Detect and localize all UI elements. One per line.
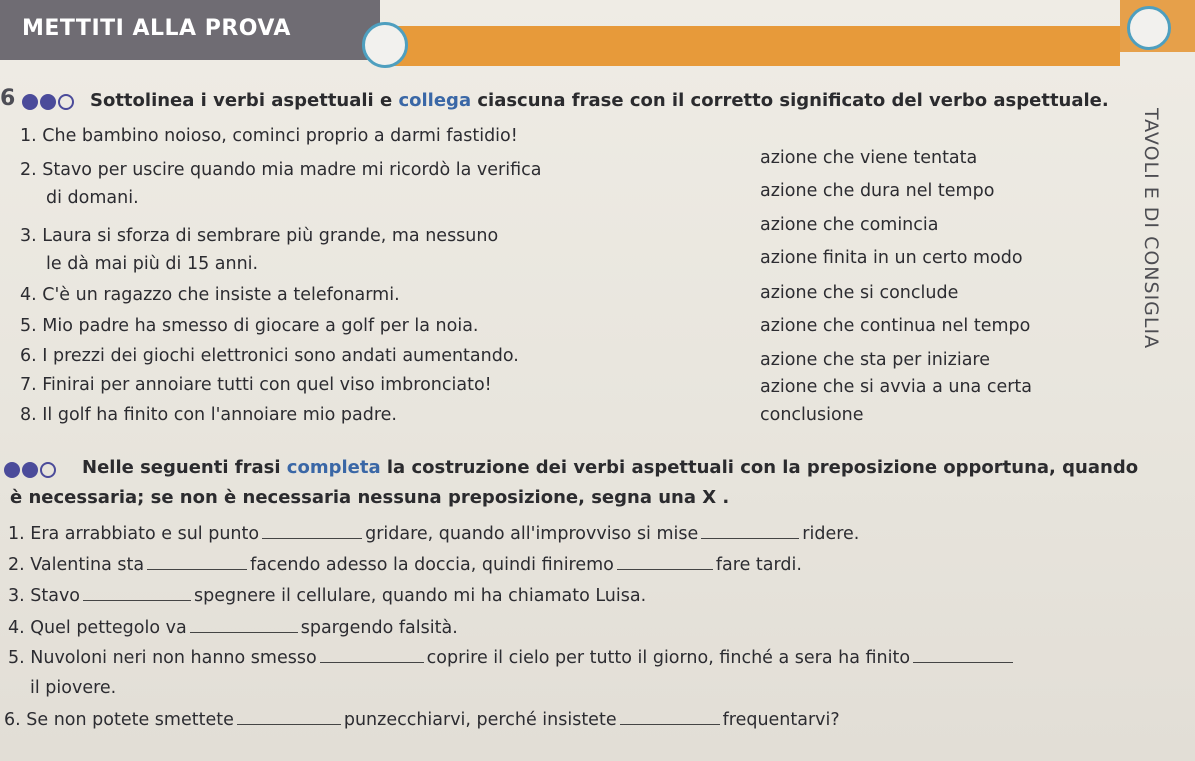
instruction-text: la costruzione dei verbi aspettuali con la preposizione opportuna, quando <box>380 457 1139 478</box>
instruction-highlight: collega <box>398 90 472 111</box>
answer-blank[interactable] <box>620 723 720 725</box>
fill-text: spargendo falsità. <box>300 618 458 638</box>
meaning-4: azione finita in un certo modo <box>760 248 1023 268</box>
sentence-1: 1. Che bambino noioso, cominci proprio a darmi fastidio! <box>20 126 518 146</box>
meaning-6: azione che continua nel tempo <box>760 316 1031 336</box>
fill-item-6 <box>4 710 840 730</box>
fill-item-4 <box>8 618 458 638</box>
instruction-text: ciascuna frase con il corretto significato del verbo aspettuale. <box>471 90 1109 111</box>
fill-text: frequentarvi? <box>722 710 840 730</box>
fill-text: fare tardi. <box>715 555 802 575</box>
answer-blank[interactable] <box>701 537 799 539</box>
instruction-highlight: completa <box>286 457 381 478</box>
section-title: METTITI ALLA PROVA <box>22 16 291 41</box>
fill-text: ridere. <box>802 524 860 544</box>
answer-blank[interactable] <box>147 568 247 570</box>
meaning-5: azione che si conclude <box>760 283 959 303</box>
sentence-4: 4. C'è un ragazzo che insiste a telefonarmi. <box>20 285 400 305</box>
exercise2-instruction <box>82 457 1138 478</box>
meaning-7: azione che sta per iniziare <box>760 350 991 370</box>
sentence-3: 3. Laura si sforza di sembrare più grande, ma nessuno <box>20 226 499 246</box>
fill-item-5 <box>8 648 1016 668</box>
fill-text: 2. Valentina sta <box>8 555 145 575</box>
exercise-number: 6 <box>0 86 16 111</box>
difficulty-dots <box>22 94 74 110</box>
sentence-3-cont: le dà mai più di 15 anni. <box>46 254 259 274</box>
meaning-3: azione che comincia <box>760 215 939 235</box>
sentence-7: 7. Finirai per annoiare tutti con quel viso imbronciato! <box>20 375 492 395</box>
fill-text: punzecchiarvi, perché insistete <box>343 710 617 730</box>
exercise2-instruction-line2: è necessaria; se non è necessaria nessuna preposizione, segna una X . <box>10 487 730 508</box>
side-vertical-label: TAVOLI E DI CONSIGLIA <box>1140 108 1162 350</box>
answer-blank[interactable] <box>190 631 298 633</box>
answer-blank[interactable] <box>617 568 713 570</box>
sentence-2-cont: di domani. <box>46 188 139 208</box>
difficulty-dot-full <box>22 94 38 110</box>
sentence-8: 8. Il golf ha finito con l'annoiare mio padre. <box>20 405 397 425</box>
difficulty-dot-empty <box>58 94 74 110</box>
fill-text: 5. Nuvoloni neri non hanno smesso <box>8 648 317 668</box>
sentence-2: 2. Stavo per uscire quando mia madre mi ricordò la verifica <box>20 160 542 180</box>
answer-blank[interactable] <box>913 661 1013 663</box>
difficulty-dot-full <box>4 462 20 478</box>
fill-item-1 <box>8 524 859 544</box>
instruction-text: Sottolinea i verbi aspettuali e <box>90 90 399 111</box>
fill-text: facendo adesso la doccia, quindi finiremo <box>250 555 614 575</box>
meaning-8: azione che si avvia a una certa <box>760 377 1032 397</box>
exercise1-instruction <box>90 90 1109 111</box>
difficulty-dot-full <box>22 462 38 478</box>
header-circle-icon <box>362 22 408 68</box>
meaning-1: azione che viene tentata <box>760 148 978 168</box>
meaning-2: azione che dura nel tempo <box>760 181 995 201</box>
fill-text: 3. Stavo <box>8 586 81 606</box>
answer-blank[interactable] <box>320 661 424 663</box>
sentence-6: 6. I prezzi dei giochi elettronici sono andati aumentando. <box>20 346 519 366</box>
header-band-orange <box>380 26 1120 66</box>
difficulty-dot-empty <box>40 462 56 478</box>
fill-text: 1. Era arrabbiato e sul punto <box>8 524 260 544</box>
fill-text: gridare, quando all'improvviso si mise <box>365 524 699 544</box>
fill-text: coprire il cielo per tutto il giorno, finché a sera ha finito <box>426 648 911 668</box>
fill-text: spegnere il cellulare, quando mi ha chiamato Luisa. <box>194 586 647 606</box>
corner-circle-icon <box>1127 6 1171 50</box>
answer-blank[interactable] <box>262 537 362 539</box>
difficulty-dots <box>4 462 56 478</box>
fill-item-5-cont: il piovere. <box>30 678 117 698</box>
sentence-5: 5. Mio padre ha smesso di giocare a golf per la noia. <box>20 316 479 336</box>
fill-text: 6. Se non potete smettete <box>4 710 234 730</box>
instruction-text: Nelle seguenti frasi <box>82 457 287 478</box>
meaning-8-cont: conclusione <box>760 405 864 425</box>
fill-item-3 <box>8 586 646 606</box>
answer-blank[interactable] <box>237 723 341 725</box>
fill-item-2 <box>8 555 802 575</box>
answer-blank[interactable] <box>83 599 191 601</box>
difficulty-dot-full <box>40 94 56 110</box>
fill-text: 4. Quel pettegolo va <box>8 618 187 638</box>
